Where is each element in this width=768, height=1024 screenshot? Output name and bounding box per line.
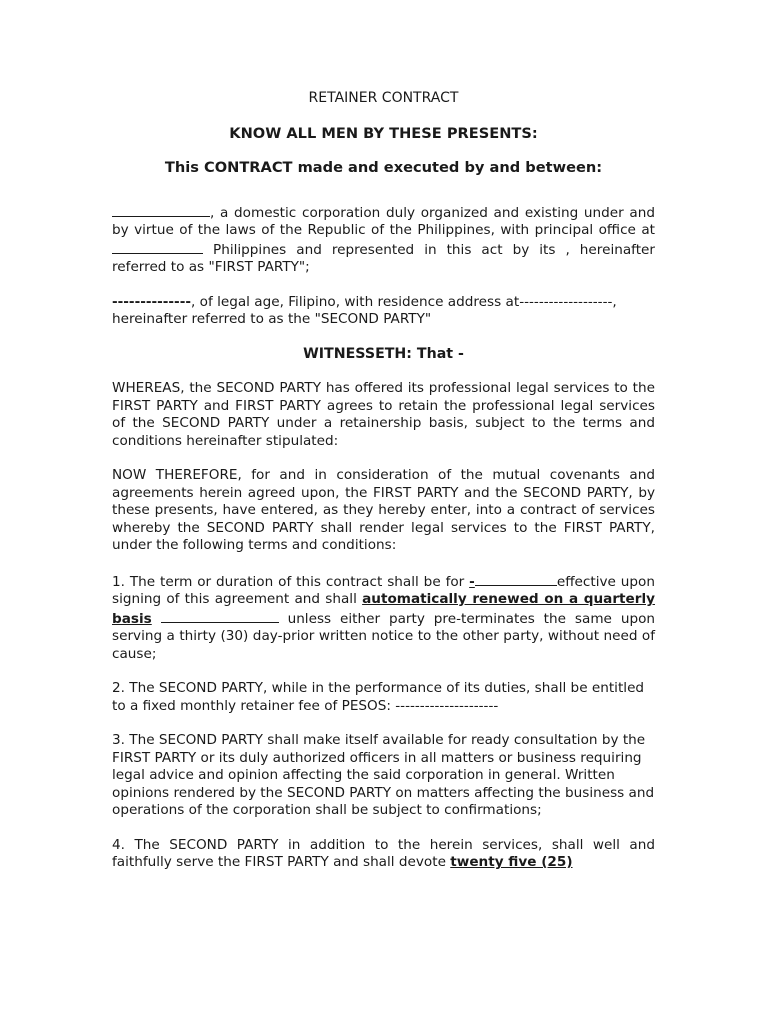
clause-4-paragraph xyxy=(112,837,655,872)
document-title: RETAINER CONTRACT xyxy=(308,90,459,106)
second-party-text: , of legal age, Filipino, with residence address at-------------------, hereinafter referred to as the "SECOND PARTY" xyxy=(112,293,617,327)
clause-1-trailing-blank xyxy=(161,609,279,623)
second-party-name-dashes: -------------- xyxy=(112,293,191,310)
heading-contract-made: This CONTRACT made and executed by and between: xyxy=(164,159,603,176)
principal-office-blank xyxy=(112,240,203,254)
first-party-text-b: Philippines and represented in this act by its , hereinafter referred to as "FIRST PARTY"; xyxy=(112,241,655,275)
whereas-paragraph: WHEREAS, the SECOND PARTY has offered its professional legal services to the FIRST PARTY and FIRST PARTY agrees to retain the professional legal services of the SECOND PARTY under a retainership basis, subject to the terms and conditions hereinafter stipulated: xyxy=(112,380,655,449)
clause-1-paragraph xyxy=(112,572,655,664)
clause-1-text-c: unless either party pre-terminates the same upon serving a thirty (30) day-prior written notice to the other party, without need of cause; xyxy=(112,610,656,662)
contract-page xyxy=(112,90,655,889)
clause-4-hours-emphasis: twenty five (25) xyxy=(450,854,573,870)
clause-1-text-a: 1. The term or duration of this contract shall be for xyxy=(112,573,470,590)
clause-4-text-a: 4. The SECOND PARTY in addition to the herein services, shall well and faithfully serve the FIRST PARTY and shall devote xyxy=(112,836,655,870)
first-party-name-blank xyxy=(112,203,210,217)
now-therefore-paragraph: NOW THEREFORE, for and in consideration of the mutual covenants and agreements herein agreed upon, the FIRST PARTY and the SECOND PARTY, by these presents, have entered, as they hereby enter, into a contract of services whereby the SECOND PARTY shall render legal services to the FIRST PARTY, under the following terms and conditions: xyxy=(112,467,655,553)
clause-1-term-blank xyxy=(475,572,557,586)
witnesseth-heading: WITNESSETH: That - xyxy=(303,345,464,362)
heading-know-all-men: KNOW ALL MEN BY THESE PRESENTS: xyxy=(229,124,538,142)
first-party-text-a: , a domestic corporation duly organized and existing under and by virtue of the laws of the Republic of the Philippines, with principal office at xyxy=(112,204,655,238)
second-party-paragraph xyxy=(112,294,655,329)
clause-2-paragraph: 2. The SECOND PARTY, while in the performance of its duties, shall be entitled to a fixed monthly retainer fee of PESOS: --------------------- xyxy=(112,680,645,714)
clause-1-renewal-emphasis: automatically renewed on a quarterly basis xyxy=(112,591,655,627)
clause-3-paragraph: 3. The SECOND PARTY shall make itself available for ready consultation by the FIRST PARTY or its duly authorized officers in all matters or business requiring legal advice and opinion affecting the said corporation in general. Written opinions rendered by the SECOND PARTY on matters affecting the business and operations of the corporation shall be subject to confirmations; xyxy=(112,732,655,818)
first-party-paragraph xyxy=(112,203,655,277)
clause-1-text-b: effective upon signing of this agreement and shall xyxy=(112,573,655,607)
clause-1-term-dash: - xyxy=(469,573,475,590)
